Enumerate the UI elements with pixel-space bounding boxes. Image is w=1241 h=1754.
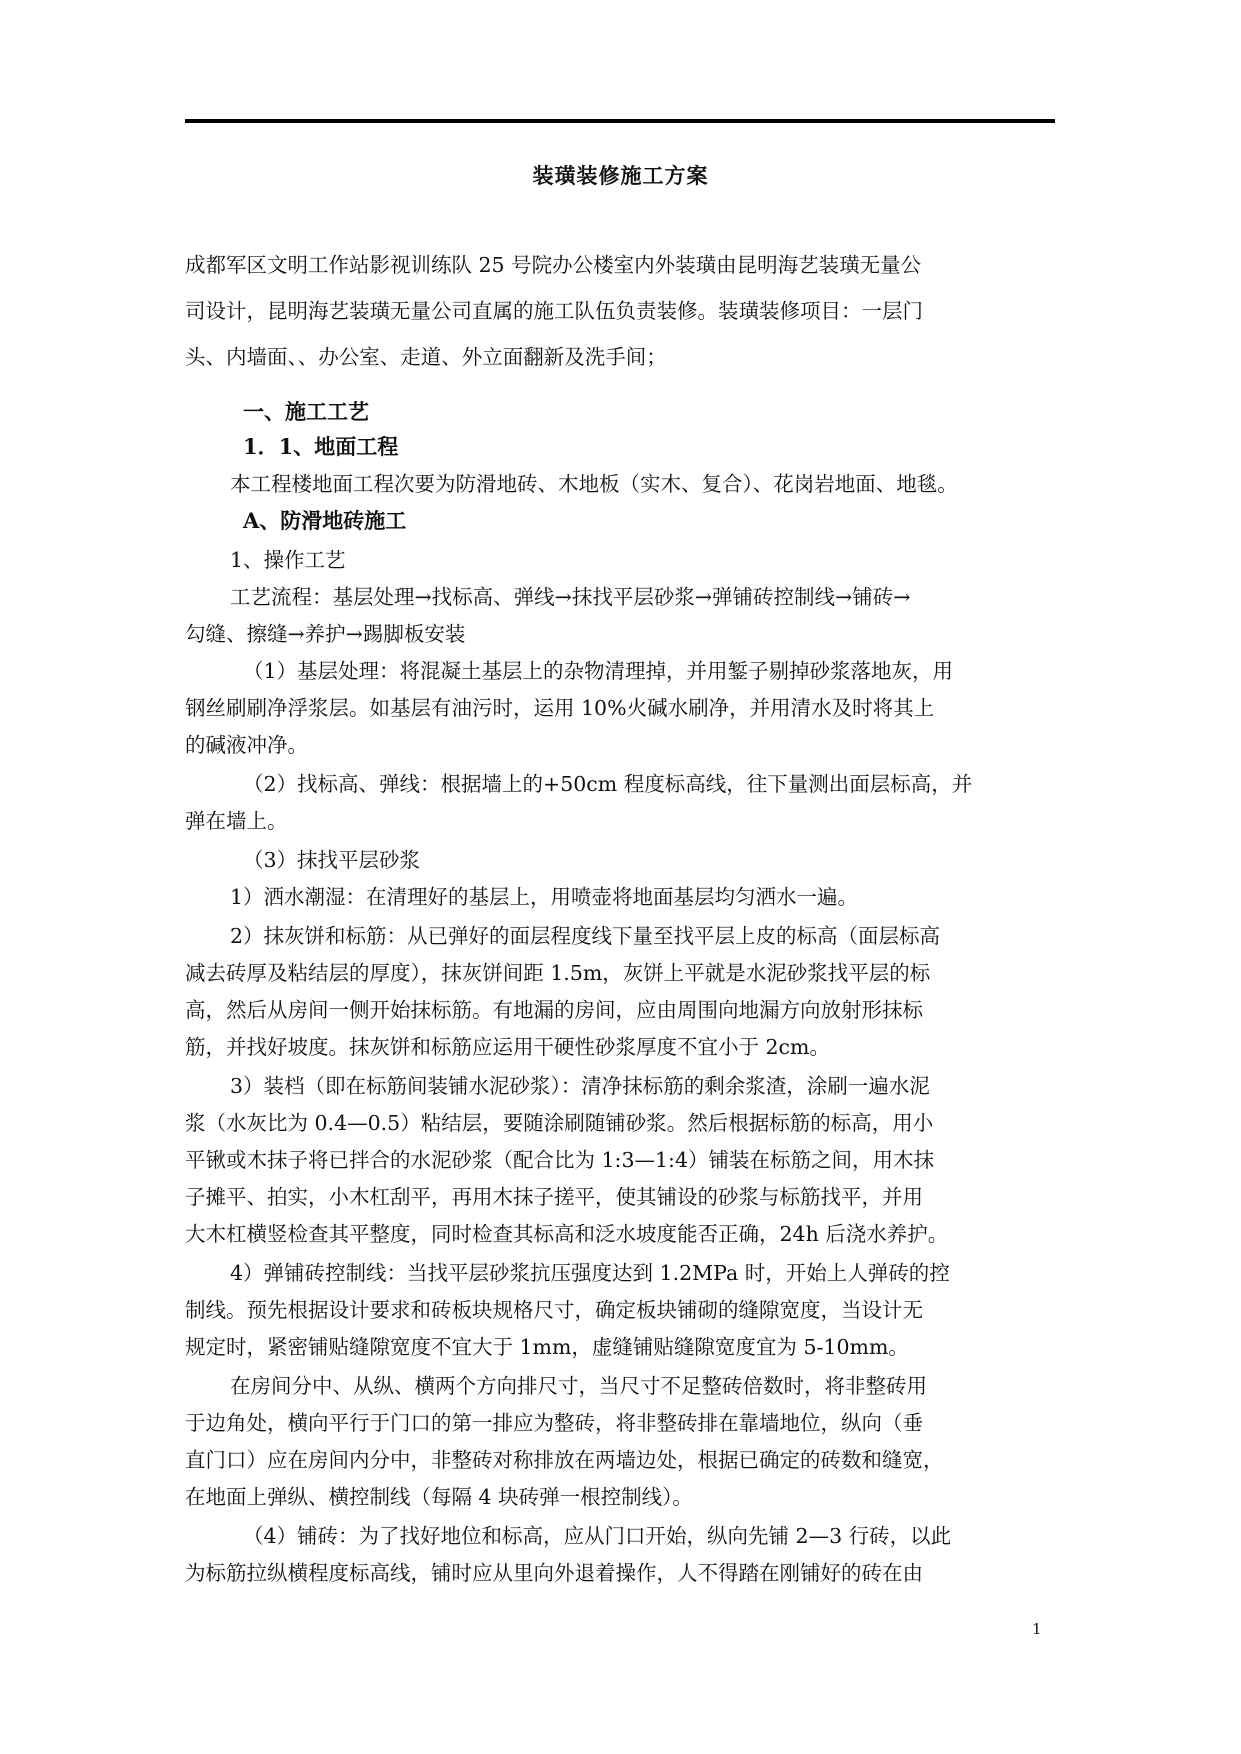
paragraph-line: 于边角处，横向平行于门口的第一排应为整砖，将非整砖排在靠墙地位，纵向（垂	[185, 1411, 923, 1435]
paragraph-line: 1、操作工艺	[230, 548, 346, 572]
paragraph-line: 在地面上弹纵、横控制线（每隔 4 块砖弹一根控制线）。	[185, 1485, 693, 1509]
paragraph-line: 头、内墙面、、办公室、走道、外立面翻新及洗手间；	[185, 345, 667, 369]
page-number-text: 1	[1032, 1620, 1042, 1638]
paragraph-line: 筋，并找好坡度。抹灰饼和标筋应运用干硬性砂浆厚度不宜小于 2cm。	[185, 1035, 830, 1059]
paragraph-line: 子摊平、拍实，小木杠刮平，再用木抹子搓平，使其铺设的砂浆与标筋找平，并用	[185, 1185, 923, 1209]
paragraph-line: （4）铺砖：为了找好地位和标高，应从门口开始，纵向先铺 2—3 行砖，以此	[243, 1524, 952, 1548]
paragraph-line: 浆（水灰比为 0.4—0.5）粘结层，要随涂刷随铺砂浆。然后根据标筋的标高，用小	[185, 1111, 934, 1135]
paragraph-line: 司设计，昆明海艺装璜无量公司直属的施工队伍负责装修。装璜装修项目：一层门	[185, 299, 923, 323]
paragraph-line: 减去砖厚及粘结层的厚度），抹灰饼间距 1.5m，灰饼上平就是水泥砂浆找平层的标	[185, 961, 931, 985]
paragraph-line: （3）抹找平层砂浆	[243, 848, 421, 872]
paragraph-line: 大木杠横竖检查其平整度，同时检查其标高和泛水坡度能否正确，24h 后浇水养护。	[185, 1222, 949, 1246]
paragraph-line: 制线。预先根据设计要求和砖板块规格尺寸，确定板块铺砌的缝隙宽度，当设计无	[185, 1298, 923, 1322]
paragraph-line: 本工程楼地面工程次要为防滑地砖、木地板（实木、复合）、花岗岩地面、地毯。	[230, 472, 958, 496]
paragraph-line: 高，然后从房间一侧开始抹标筋。有地漏的房间，应由周围向地漏方向放射形抹标	[185, 998, 923, 1022]
subsection-heading: 1．1、地面工程	[243, 434, 399, 459]
paragraph-line: （1）基层处理：将混凝土基层上的杂物清理掉，并用錾子剔掉砂浆落地灰，用	[243, 659, 954, 683]
paragraph-line: 弹在墙上。	[185, 809, 288, 833]
paragraph-line: 1）洒水潮湿：在清理好的基层上，用喷壶将地面基层均匀洒水一遍。	[230, 885, 859, 909]
paragraph-line: （2）找标高、弹线：根据墙上的+50cm 程度标高线，往下量测出面层标高，并	[243, 772, 973, 796]
paragraph-line: 在房间分中、从纵、横两个方向排尺寸，当尺寸不足整砖倍数时，将非整砖用	[230, 1374, 927, 1398]
paragraph-line: 钢丝刷刷净浮浆层。如基层有油污时，运用 10%火碱水刷净，并用清水及时将其上	[185, 696, 935, 720]
paragraph-line: 勾缝、擦缝→养护→踢脚板安装	[185, 622, 466, 646]
paragraph-line: 2）抹灰饼和标筋：从已弹好的面层程度线下量至找平层上皮的标高（面层标高	[230, 924, 941, 948]
subsection-heading: A、防滑地砖施工	[243, 508, 407, 533]
header-rule	[185, 119, 1055, 123]
document-title: 装璜装修施工方案	[532, 163, 709, 188]
paragraph-line: 工艺流程：基层处理→找标高、弹线→抹找平层砂浆→弹铺砖控制线→铺砖→	[230, 585, 911, 609]
paragraph-line: 直门口）应在房间内分中，非整砖对称排放在两墙边处，根据已确定的砖数和缝宽，	[185, 1448, 944, 1472]
paragraph-line: 的碱液冲净。	[185, 733, 308, 757]
paragraph-line: 3）装档（即在标筋间装铺水泥砂浆）：清净抹标筋的剩余浆渣，涂刷一遍水泥	[230, 1074, 930, 1098]
paragraph-line: 为标筋拉纵横程度标高线，铺时应从里向外退着操作，人不得踏在刚铺好的砖在由	[185, 1561, 923, 1585]
paragraph-line: 规定时，紧密铺贴缝隙宽度不宜大于 1mm，虚缝铺贴缝隙宽度宜为 5-10mm。	[185, 1335, 909, 1359]
section-heading: 一、施工工艺	[243, 399, 369, 424]
paragraph-line: 成都军区文明工作站影视训练队 25 号院办公楼室内外装璜由昆明海艺装璜无量公	[185, 253, 922, 277]
paragraph-line: 平锹或木抹子将已拌合的水泥砂浆（配合比为 1:3—1:4）铺装在标筋之间，用木抹	[185, 1148, 934, 1172]
paragraph-line: 4）弹铺砖控制线：当找平层砂浆抗压强度达到 1.2MPa 时，开始上人弹砖的控	[230, 1261, 950, 1285]
